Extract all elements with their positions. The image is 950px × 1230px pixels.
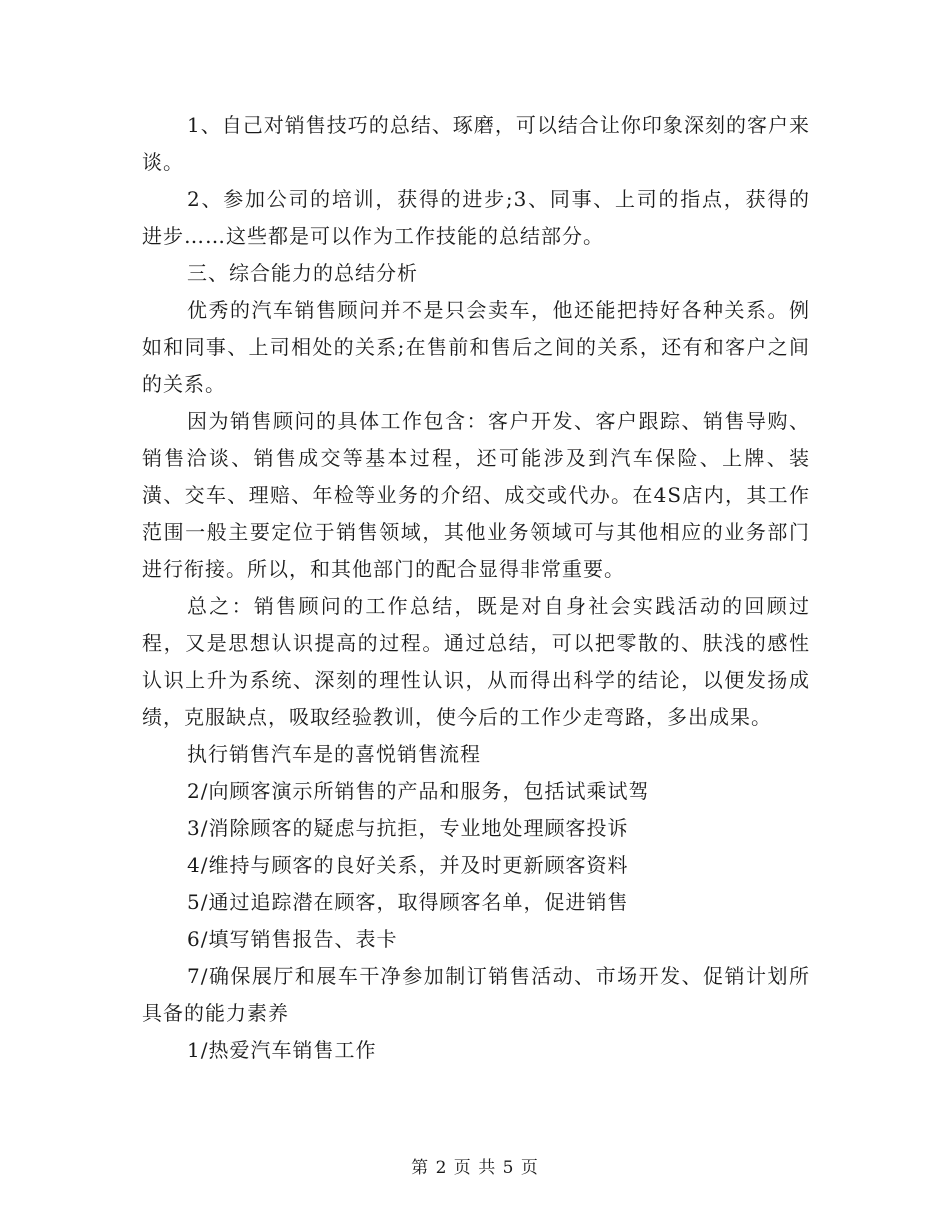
list-item: 2/向顾客演示所销售的产品和服务，包括试乘试驾 (187, 779, 650, 803)
paragraph: 执行销售汽车是的喜悦销售流程 (187, 742, 481, 766)
document-body (142, 107, 810, 1069)
list-item: 7/确保展厅和展车干净参加制订销售活动、市场开发、促销计划所具备的能力素养 (142, 964, 810, 1025)
paragraph: 1、自己对销售技巧的总结、琢磨，可以结合让你印象深刻的客户来谈。 (142, 113, 810, 174)
section-heading: 三、综合能力的总结分析 (187, 261, 418, 285)
paragraph: 优秀的汽车销售顾问并不是只会卖车，他还能把持好各种关系。例如和同事、上司相处的关系;在售前和售后之间的关系，还有和客户之间的关系。 (142, 298, 810, 396)
paragraph: 2、参加公司的培训，获得的进步;3、同事、上司的指点，获得的进步……这些都是可以作为工作技能的总结部分。 (142, 187, 810, 248)
list-item: 5/通过追踪潜在顾客，取得顾客名单，促进销售 (187, 890, 629, 914)
page-number-footer: 第 2 页 共 5 页 (411, 1158, 539, 1178)
list-item: 1/热爱汽车销售工作 (187, 1038, 377, 1062)
paragraph: 总之：销售顾问的工作总结，既是对自身社会实践活动的回顾过程，又是思想认识提高的过程。通过总结，可以把零散的、肤浅的感性认识上升为系统、深刻的理性认识，从而得出科学的结论，以便发扬成绩，克服缺点，吸取经验教训，使今后的工作少走弯路，多出成果。 (142, 594, 810, 729)
list-item: 3/消除顾客的疑虑与抗拒，专业地处理顾客投诉 (187, 816, 629, 840)
paragraph: 因为销售顾问的具体工作包含：客户开发、客户跟踪、销售导购、销售洽谈、销售成交等基本过程，还可能涉及到汽车保险、上牌、装潢、交车、理赔、年检等业务的介绍、成交或代办。在4S店内，其工作范围一般主要定位于销售领域，其他业务领域可与其他相应的业务部门进行衔接。所以，和其他部门的配合显得非常重要。 (142, 409, 810, 581)
list-item: 6/填写销售报告、表卡 (187, 927, 398, 951)
list-item: 4/维持与顾客的良好关系，并及时更新顾客资料 (187, 853, 629, 877)
